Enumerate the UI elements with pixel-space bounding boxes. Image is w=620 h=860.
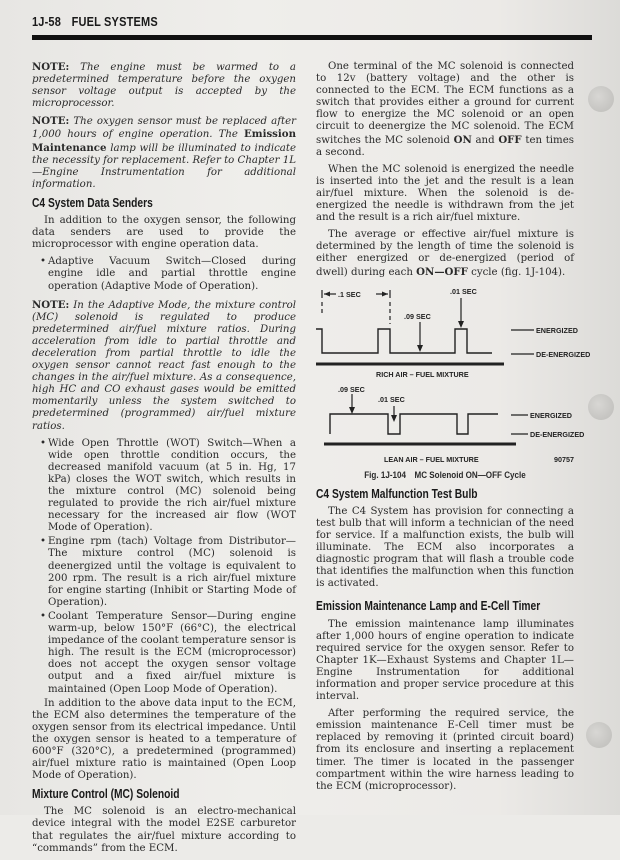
left-column: [32, 61, 296, 860]
binder-hole: [586, 722, 612, 748]
bullet-coolant-sensor: • Coolant Temperature Sensor—During engine warm-up, below 150°F (66°C), the electrical impedance of the coolant temperature sensor is high. The result is the ECM (microprocessor) does not accept the oxygen sensor voltage output and a fixed air/fuel mixture is maintained (Open Loop Mode of Operation).: [40, 610, 296, 695]
emission-lamp-para1: The emission maintenance lamp illuminates after 1,000 hours of engine operation to indicate required service for the oxygen sensor. Refer to Chapter 1K—Exhaust Systems and Chapter 1L—Engine Instrumentation for additional information and proper service procedure at this interval.: [316, 618, 574, 703]
lean-waveform: [330, 414, 498, 434]
lean-mixture-diagram: [316, 384, 606, 470]
off-time-label: .01 SEC: [378, 394, 405, 404]
header-rule: [32, 35, 592, 40]
figure-ref-number: 90757: [554, 454, 574, 464]
on-time-label: .09 SEC: [338, 384, 365, 394]
rich-caption: RICH AIR – FUEL MIXTURE: [376, 369, 469, 379]
note-warmup: NOTE: The engine must be warmed to a predetermined temperature before the oxygen sensor voltage output is accepted by the microprocessor.: [32, 61, 296, 110]
off-time-label: .09 SEC: [404, 311, 431, 321]
rich-mixture-diagram: [316, 284, 606, 382]
on-time-label: .01 SEC: [450, 286, 477, 296]
binder-hole: [588, 86, 614, 112]
bullet-wot-switch: • Wide Open Throttle (WOT) Switch—When a wide open throttle condition occurs, the decreased manifold vacuum (at 5 in. Hg, 17 kPa) closes the WOT switch, which results in the mixture control (MC) solenoid being regulated to provide the rich air/fuel mixture necessary for the increased air flow (WOT Mode of Operation).: [40, 437, 296, 534]
energized-label: ENERGIZED: [530, 410, 572, 420]
data-senders-closing: In addition to the above data input to the ECM, the ECM also determines the temperature of the oxygen sensor from its electrical impedance. Until the oxygen sensor is heated to a temperature of 600°F (320°C), a predetermined (programmed) air/fuel mixture ratio is maintained (Open Loop Mode of Operation).: [32, 697, 296, 782]
heading-emission-lamp: Emission Maintenance Lamp and E-Cell Timer: [316, 599, 541, 614]
figure-caption: Fig. 1J-104 MC Solenoid ON—OFF Cycle: [364, 469, 526, 481]
test-bulb-text: The C4 System has provision for connecting a test bulb that will inform a technician of the need for service. If a malfunction exists, the bulb will illuminate. The ECM also incorporates a diagnostic program that will flash a trouble code that identifies the malfunction when this function is activated.: [316, 505, 574, 590]
period-label: .1 SEC: [338, 289, 361, 299]
data-senders-intro: In addition to the oxygen sensor, the following data senders are used to provide the microprocessor with engine operation data.: [32, 215, 296, 251]
lean-caption: LEAN AIR – FUEL MIXTURE: [384, 454, 479, 464]
note-oxygen-sensor: NOTE: The oxygen sensor must be replaced after 1,000 hours of engine operation. The Emission Maintenance lamp will be illuminated to indicate the necessity for replacement. Refer to Chapter 1L—Engine Instrumentation for additional information.: [32, 115, 296, 190]
heading-data-senders: C4 System Data Senders: [32, 195, 153, 210]
deenergized-label: DE-ENERGIZED: [536, 349, 591, 359]
mc-energized-paragraph: When the MC solenoid is energized the needle is inserted into the jet and the result is a lean air/fuel mixture. When the solenoid is de-energized the needle is withdrawn from the jet and the result is a rich air/fuel mixture.: [316, 163, 574, 224]
mc-terminal-paragraph: One terminal of the MC solenoid is connected to 12v (battery voltage) and the other is connected to the ECM. The ECM functions as a switch that provides either a ground for current flow to energize the MC solenoid or an open circuit to deenergize the MC solenoid. The ECM switches the MC solenoid ON and OFF ten times a second.: [316, 61, 574, 158]
mc-solenoid-text: The MC solenoid is an electro-mechanical device integral with the model E2SE carburetor that regulates the air/fuel mixture according to “commands” from the ECM.: [32, 806, 296, 854]
mixture-dwell-paragraph: The average or effective air/fuel mixture is determined by the length of time the solenoid is either energized or de-energized (period of dwell) during each ON—OFF cycle (fig. 1J-104).: [316, 229, 574, 278]
rich-waveform: [316, 329, 492, 353]
emission-lamp-para2: After performing the required service, the emission maintenance E-Cell timer must be replaced by removing it (printed circuit board) from its enclosure and inserting a replacement timer. The timer is located in the passenger compartment within the wire harness leading to the ECM (microprocessor).: [316, 708, 574, 792]
page-header: [32, 15, 158, 29]
deenergized-label: DE-ENERGIZED: [530, 429, 585, 439]
section-title: FUEL SYSTEMS: [71, 15, 158, 29]
page-number: 1J-58: [32, 15, 62, 29]
bullet-engine-rpm: • Engine rpm (tach) Voltage from Distributor—The mixture control (MC) solenoid is deenergized until the voltage is equivalent to 200 rpm. The result is a rich air/fuel mixture for engine starting (Inhibit or Starting Mode of Operation).: [40, 536, 296, 608]
bullet-adaptive-vacuum: • Adaptive Vacuum Switch—Closed during engine idle and partial throttle engine operation (Adaptive Mode of Operation).: [40, 256, 296, 292]
heading-test-bulb: C4 System Malfunction Test Bulb: [316, 486, 478, 501]
note-adaptive-mode: NOTE: In the Adaptive Mode, the mixture control (MC) solenoid is regulated to produce predetermined air/fuel mixture ratios. During acceleration from idle to partial throttle and deceleration from partial throttle to idle the oxygen sensor cannot react fast enough to the changes in the air/fuel mixture. As a consequence, high HC and CO exhaust gases would be emitted momentarily unless the system switched to predetermined (programmed) air/fuel mixture ratios.: [32, 298, 296, 432]
heading-mc-solenoid: Mixture Control (MC) Solenoid: [32, 787, 180, 802]
energized-label: ENERGIZED: [536, 325, 578, 335]
right-column: [316, 61, 591, 798]
